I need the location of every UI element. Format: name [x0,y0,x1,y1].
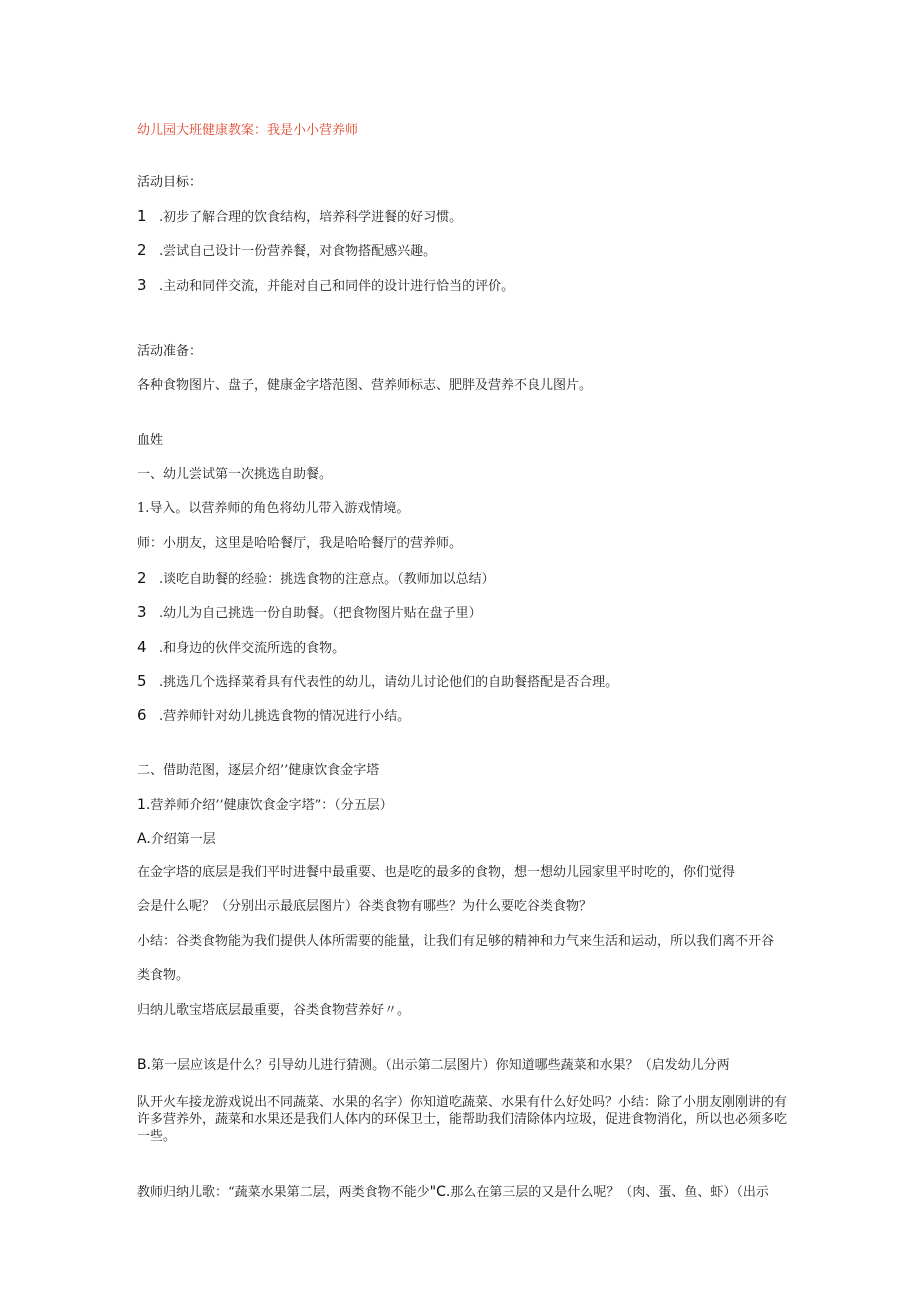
step-number: 3 [137,603,147,621]
goal-number: 3 [137,276,147,294]
section-b-label: B. [137,1057,152,1073]
goal-item [137,207,462,227]
process-heading: 血姓 [137,433,164,448]
step-text: .幼儿为自己挑选一份自助餐。（把食物图片贴在盘子里） [159,606,482,621]
section-a-label: A. [137,831,151,847]
step-text: .挑选几个选择菜肴具有代表性的幼儿，请幼儿讨论他们的自助餐搭配是否合理。 [159,675,619,690]
step-number: 6 [137,706,147,724]
step-item: 1.导入。以营养师的角色将幼儿带入游戏情境。 [137,501,410,516]
teacher-rhyme-line [137,1183,769,1202]
step-text: .和身边的伙伴交流所选的食物。 [159,641,346,656]
section-a-text: 介绍第一层 [150,832,216,847]
goals-heading: 活动目标： [137,175,203,190]
prep-text: 各种食物图片、盘子，健康金字塔范图、营养师标志、肥胖及营养不良儿图片。 [137,378,593,393]
goal-text: .尝试自己设计一份营养餐，对食物搭配感兴趣。 [159,244,437,259]
section-a-rhyme: 归纳儿歌宝塔底层最重要，谷类食物营养好〃。 [137,1003,411,1018]
step-number: 5 [137,672,147,690]
step-text: .营养师针对幼儿挑选食物的情况进行小结。 [159,709,411,724]
section-a-summary: 小结：谷类食物能为我们提供人体所需要的能量，让我们有足够的精神和力气来生活和运动，所以我们离不开谷 [137,934,775,949]
section-b-paragraph [137,1056,730,1075]
section-a-heading [137,830,216,849]
section-a-paragraph: 在金字塔的底层是我们平时进餐中最重要、也是吃的最多的食物，想一想幼儿园家里平时吃的，你们觉得 [137,865,736,880]
goal-text: .初步了解合理的饮食结构，培养科学进餐的好习惯。 [159,210,463,225]
section-a-summary: 类食物。 [137,968,190,983]
part1-heading: 一、幼儿尝试第一次挑选自助餐。 [137,467,333,482]
step-number: 4 [137,638,147,656]
section-b-body: 队开火车接龙游戏说出不同蔬菜、水果的名字）你知道吃蔬菜、水果有什么好处吗？小结：除了小朋友刚刚讲的有许多营养外，蔬菜和水果还是我们人体内的环保卫士，能帮助我们清除体内垃圾，促进食物消化，所以也必须多吃一些。 [137,1095,788,1144]
part2-heading: 二、借助范图，逐层介绍’’健康饮食金字塔 [137,763,380,778]
teacher-rhyme-text: 教师归纳儿歌：“蔬菜水果第二层，两类食物不能少 [137,1185,430,1200]
part2-step-text: 营养师介绍’’健康饮食金字塔”：（分五层） [150,798,393,813]
goal-item [137,276,514,296]
document-title: 幼儿园大班健康教案：我是小小营养师 [137,123,359,138]
goal-number: 2 [137,241,147,259]
section-b-text: 第一层应该是什么？引导幼儿进行猜测。（出示第二层图片）你知道哪些蔬菜和水果？（启发幼儿分两 [151,1058,730,1073]
goal-number: 1 [137,207,147,225]
step-item [137,706,410,726]
step-item [137,569,495,589]
part2-step [137,796,393,815]
prep-heading: 活动准备： [137,344,203,359]
part2-step-number: 1. [137,797,151,813]
step-number: 2 [137,569,147,587]
step-text: .谈吃自助餐的经验：挑选食物的注意点。（教师加以总结） [159,572,495,587]
section-c-text: 那么在第三层的又是什么呢？（肉、蛋、鱼、虾）（出示 [450,1185,769,1200]
step-item [137,638,345,658]
step-item [137,603,482,623]
goal-item [137,241,436,261]
section-a-paragraph: 会是什么呢？（分别出示最底层图片）谷类食物有哪些？为什么要吃谷类食物？ [137,899,593,914]
section-c-label: "C. [429,1184,451,1200]
step-item [137,672,618,692]
teacher-line: 师：小朋友，这里是哈哈餐厅，我是哈哈餐厅的营养师。 [137,536,463,551]
goal-text: .主动和同伴交流，并能对自己和同伴的设计进行恰当的评价。 [159,279,515,294]
